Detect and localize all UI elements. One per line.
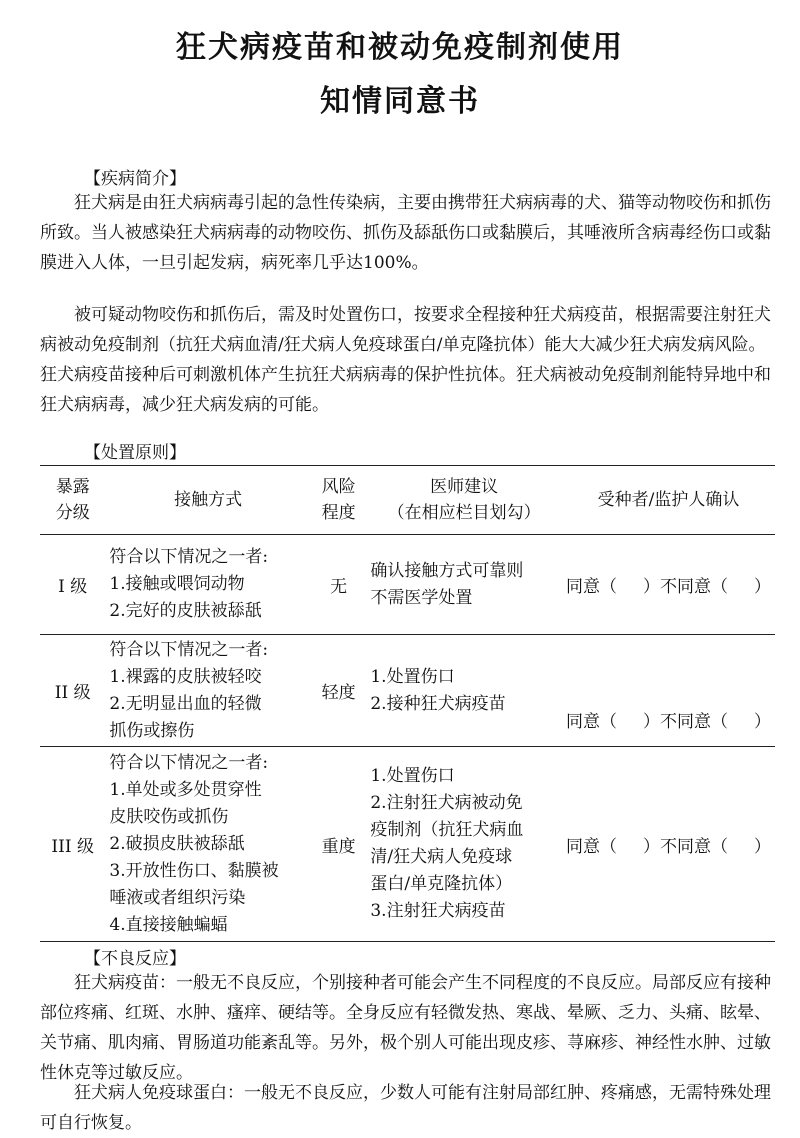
document-title-line-2: 知情同意书 bbox=[320, 84, 480, 119]
header-contact-method: 接触方式 bbox=[174, 490, 243, 510]
doctor-advice: 1.处置伤口 2.注射狂犬病被动免 疫制剂（抗狂犬病血 清/狂犬病人免疫球 蛋白/单克隆抗体） 3.注射狂犬病疫苗 bbox=[370, 766, 524, 921]
adverse-reaction-paragraph: 狂犬病疫苗：一般无不良反应，个别接种者可能会产生不同程度的不良反应。局部反应有接种部位疼痛、红斑、水肿、瘙痒、硬结等。全身反应有轻微发热、寒战、晕厥、乏力、头痛、眩晕、关节痛、肌肉痛、胃肠道功能紊乱等。另外，极个别人可能出现皮疹、荨麻疹、神经性水肿、过敏性休克等过敏反应。 bbox=[40, 973, 771, 1083]
consent-choice[interactable]: 同意（ ）不同意（ ） bbox=[566, 577, 771, 597]
header-exposure-grade: 暴露 分级 bbox=[55, 477, 90, 523]
contact-method: 符合以下情况之一者: 1.单处或多处贯穿性 皮肤咬伤或抓伤 2.破损皮肤被舔舐 3.开放性伤口、黏膜被 唾液或者组织污染 4.直接接触蝙蝠 bbox=[109, 752, 279, 935]
header-risk-level: 风险 程度 bbox=[321, 477, 356, 523]
risk-level: 无 bbox=[330, 577, 348, 597]
risk-level: 重度 bbox=[321, 836, 356, 857]
header-confirmation: 受种者/监护人确认 bbox=[597, 490, 740, 510]
consent-choice[interactable]: 同意（ ）不同意（ ） bbox=[566, 836, 771, 857]
table-header-row bbox=[40, 466, 775, 535]
section-heading-treatment: 【处置原则】 bbox=[84, 443, 186, 463]
doctor-advice: 1.处置伤口 2.接种狂犬病疫苗 bbox=[370, 666, 506, 714]
table-row bbox=[40, 635, 775, 747]
consent-choice[interactable]: 同意（ ）不同意（ ） bbox=[566, 712, 771, 732]
section-heading-adverse-reactions: 【不良反应】 bbox=[84, 949, 186, 969]
exposure-grade: II 级 bbox=[54, 683, 91, 703]
exposure-grade: III 级 bbox=[51, 836, 94, 857]
table-row bbox=[40, 535, 775, 635]
adverse-reaction-paragraph: 狂犬病人免疫球蛋白：一般无不良反应，少数人可能有注射局部红肿、疼痛感，无需特殊处理可自行恢复。 bbox=[40, 1083, 771, 1133]
doctor-advice: 确认接触方式可靠则 不需医学处置 bbox=[370, 560, 524, 608]
disease-intro-paragraph: 被可疑动物咬伤和抓伤后，需及时处置伤口，按要求全程接种狂犬病疫苗，根据需要注射狂犬病被动免疫制剂（抗狂犬病血清/狂犬病人免疫球蛋白/单克隆抗体）能大大减少狂犬病发病风险。狂犬病疫苗接种后可刺激机体产生抗狂犬病病毒的保护性抗体。狂犬病被动免疫制剂能特异地中和狂犬病病毒，减少狂犬病发病的可能。 bbox=[40, 305, 771, 415]
section-heading-disease-intro: 【疾病简介】 bbox=[84, 169, 186, 189]
risk-level: 轻度 bbox=[321, 683, 356, 703]
contact-method: 符合以下情况之一者: 1.接触或喂饲动物 2.完好的皮肤被舔舐 bbox=[109, 547, 269, 621]
contact-method: 符合以下情况之一者: 1.裸露的皮肤被轻咬 2.无明显出血的轻微 抓伤或擦伤 bbox=[109, 639, 269, 741]
document-title-line-1: 狂犬病疫苗和被动免疫制剂使用 bbox=[176, 30, 624, 65]
disease-intro-paragraph: 狂犬病是由狂犬病病毒引起的急性传染病，主要由携带狂犬病病毒的犬、猫等动物咬伤和抓伤所致。当人被感染狂犬病病毒的动物咬伤、抓伤及舔舐伤口或黏膜后，其唾液所含病毒经伤口或黏膜进入人体，一旦引起发病，病死率几乎达100%。 bbox=[40, 193, 771, 273]
table-row bbox=[40, 747, 775, 942]
exposure-grade: I 级 bbox=[58, 577, 88, 597]
exposure-treatment-table bbox=[40, 465, 775, 942]
header-doctor-advice: 医师建议 （在相应栏目划勾） bbox=[387, 477, 541, 523]
